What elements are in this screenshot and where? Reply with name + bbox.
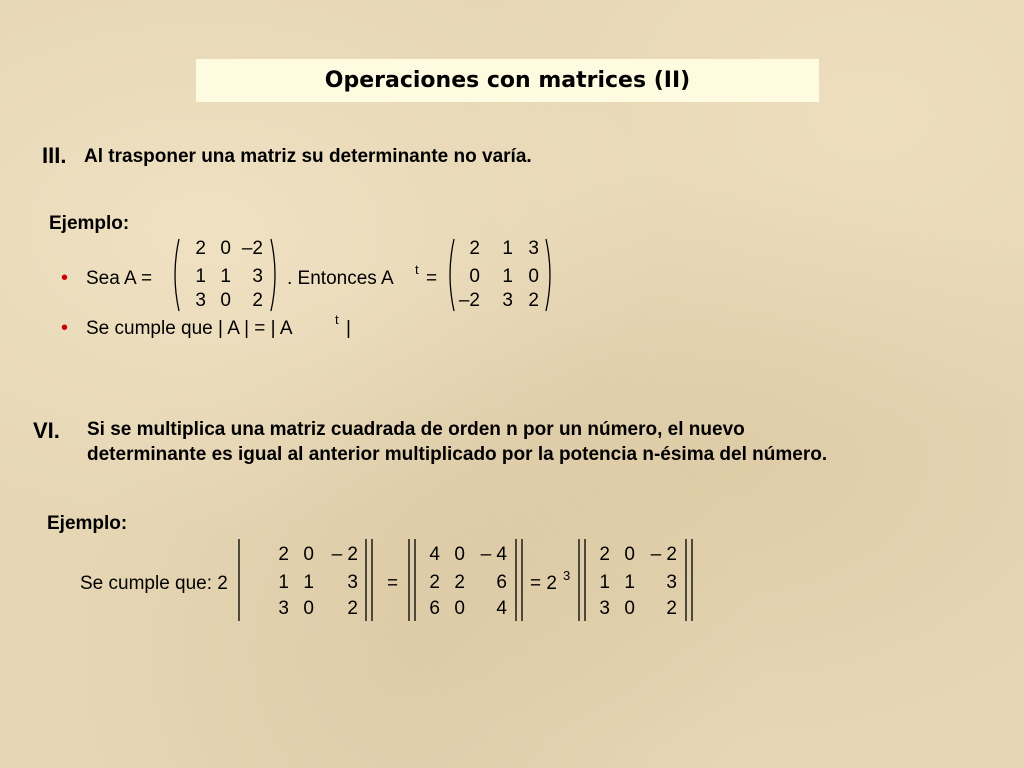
example-label-2: Ejemplo:	[47, 513, 128, 534]
det-1-cell: 1	[303, 572, 314, 593]
det-3-cell: 1	[599, 572, 610, 593]
matrix-at-cell: 0	[469, 266, 480, 287]
section-6-line-1: Si se multiplica una matriz cuadrada de orden n por un número, el nuevo	[87, 419, 745, 440]
det-3-cell: 2	[599, 544, 610, 565]
det-power-sup: 3	[563, 568, 571, 583]
bullet-2-sup: t	[335, 312, 339, 327]
det-1	[258, 544, 368, 620]
matrix-a-cell: 3	[252, 266, 263, 287]
det-1-cell: 0	[303, 598, 314, 619]
det-2-cell: 4	[496, 598, 507, 619]
det-2-cell: 6	[429, 598, 440, 619]
det-3-cell: 3	[599, 598, 610, 619]
matrix-a	[180, 238, 275, 312]
matrix-a-cell: 0	[220, 238, 231, 259]
det-2-cell: 6	[496, 572, 507, 593]
bullet-1-middle: . Entonces A	[287, 268, 394, 289]
bullet-marker-1: •	[61, 267, 69, 289]
det-equals-2: = 2	[530, 573, 557, 594]
det-3-cell: 2	[666, 598, 677, 619]
matrix-at	[450, 238, 545, 312]
bullet-2-text: Se cumple que | A | = | A	[86, 318, 293, 339]
bullet-marker-2: •	[61, 317, 69, 339]
det-3-cell: 0	[624, 598, 635, 619]
matrix-at-cell: 1	[502, 266, 513, 287]
matrix-at-cell: 3	[528, 238, 539, 259]
det-2-cell: 0	[454, 598, 465, 619]
det-1-cell: 0	[303, 544, 314, 565]
matrix-a-cell: 2	[195, 238, 206, 259]
det-3-cell: 1	[624, 572, 635, 593]
matrix-at-right-paren	[545, 238, 555, 312]
matrix-at-cell: 3	[502, 290, 513, 311]
section-6-numeral: VI.	[33, 418, 60, 443]
det-2-cell: 2	[454, 572, 465, 593]
slide-title	[196, 59, 819, 102]
matrix-a-cell: 0	[220, 290, 231, 311]
bullet-1-eq: =	[426, 268, 438, 289]
det-3	[579, 544, 689, 620]
bullet-2-end: |	[346, 318, 351, 339]
det-2-cell: 4	[429, 544, 440, 565]
matrix-at-cell: 2	[469, 238, 480, 259]
matrix-a-cell: 3	[195, 290, 206, 311]
section-3-numeral: III.	[42, 143, 67, 168]
det-1-cell: 2	[278, 544, 289, 565]
det-1-cell: 1	[278, 572, 289, 593]
det-1-cell: 2	[347, 598, 358, 619]
slide-title-text: Operaciones con matrices (II)	[324, 68, 691, 93]
section-3-statement: Al trasponer una matriz su determinante no varía.	[84, 146, 532, 167]
matrix-at-cell: 2	[528, 290, 539, 311]
det-2-cell: 0	[454, 544, 465, 565]
det-3-cell: 3	[666, 572, 677, 593]
det-1-cell: 3	[278, 598, 289, 619]
det-2-cell: 2	[429, 572, 440, 593]
bullet-1-sup: t	[415, 262, 419, 277]
matrix-a-cell: –2	[241, 238, 263, 259]
det-1-cell: – 2	[331, 544, 358, 565]
det-3-cell: – 2	[650, 544, 677, 565]
det-2	[409, 544, 519, 620]
det-2-cell: – 4	[480, 544, 507, 565]
det-1-cell: 3	[347, 572, 358, 593]
matrix-at-cell: –2	[458, 290, 480, 311]
matrix-at-cell: 0	[528, 266, 539, 287]
det-lhs-text: Se cumple que: 2	[80, 573, 228, 594]
example-label-1: Ejemplo:	[49, 213, 130, 234]
det-3-cell: 0	[624, 544, 635, 565]
matrix-at-cell: 1	[502, 238, 513, 259]
section-6-line-2: determinante es igual al anterior multiplicado por la potencia n-ésima del número.	[87, 444, 828, 465]
matrix-a-cell: 1	[220, 266, 231, 287]
matrix-a-cell: 2	[252, 290, 263, 311]
det-equals-1: =	[387, 573, 399, 594]
bullet-1-prefix: Sea A =	[86, 268, 153, 289]
matrix-a-right-paren	[270, 238, 280, 312]
matrix-a-left-paren	[170, 238, 180, 312]
matrix-a-cell: 1	[195, 266, 206, 287]
